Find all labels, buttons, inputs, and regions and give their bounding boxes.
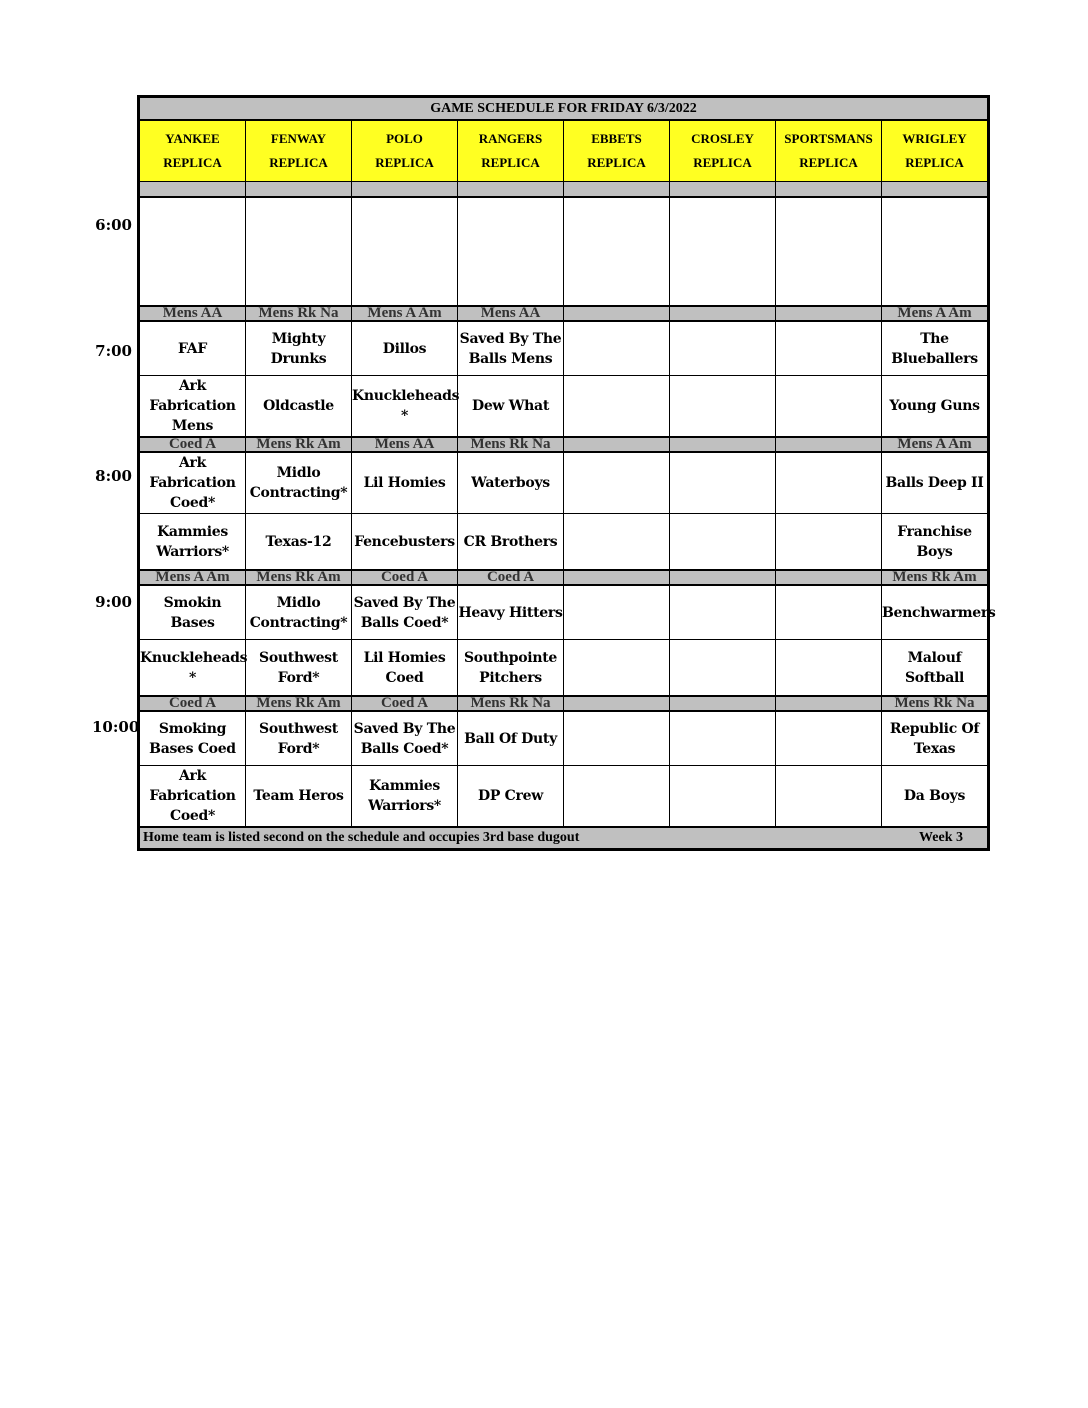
field-name: SPORTSMANS (784, 131, 873, 146)
header-divider (882, 182, 988, 198)
time-label: 6:00 (95, 216, 132, 234)
away-team-cell (776, 321, 882, 376)
field-header (882, 120, 988, 182)
time-label: 10:00 (92, 718, 140, 736)
empty-slot-cell (246, 197, 352, 306)
division-cell (776, 437, 882, 452)
empty-slot-cell (776, 197, 882, 306)
division-row (140, 437, 988, 452)
home-team-cell: Knuckleheads * (352, 376, 458, 438)
away-team-cell (776, 711, 882, 766)
division-cell: Mens Rk Na (458, 437, 564, 452)
home-team-cell (564, 514, 670, 571)
schedule-title: GAME SCHEDULE FOR FRIDAY 6/3/2022 (140, 98, 988, 121)
away-team-cell: Ark Fabrication Coed* (140, 452, 246, 514)
division-row (140, 306, 988, 321)
home-team-row (140, 376, 988, 438)
division-cell: Mens Rk Am (246, 696, 352, 711)
away-team-cell: Smokin Bases (140, 585, 246, 640)
division-cell (670, 570, 776, 585)
field-subtitle: REPLICA (693, 155, 752, 170)
away-team-cell: Midlo Contracting* (246, 585, 352, 640)
footer-cell (140, 827, 988, 849)
division-cell: Mens Rk Am (246, 570, 352, 585)
field-name: RANGERS (478, 131, 543, 146)
home-team-cell: DP Crew (458, 766, 564, 828)
home-team-cell (564, 766, 670, 828)
away-team-cell: Republic Of Texas (882, 711, 988, 766)
away-team-cell: Ball Of Duty (458, 711, 564, 766)
away-team-cell (564, 452, 670, 514)
header-divider (670, 182, 776, 198)
home-team-cell (670, 376, 776, 438)
division-row (140, 696, 988, 711)
home-team-cell: Ark Fabrication Coed* (140, 766, 246, 828)
field-name: FENWAY (270, 131, 327, 146)
field-header (140, 120, 246, 182)
away-team-row (140, 321, 988, 376)
away-team-row (140, 585, 988, 640)
division-cell (776, 696, 882, 711)
week-label: Week 3 (919, 830, 963, 845)
home-team-cell (776, 376, 882, 438)
field-header (458, 120, 564, 182)
header-divider (564, 182, 670, 198)
home-team-cell: Dew What (458, 376, 564, 438)
empty-slot-cell (140, 197, 246, 306)
header-divider (352, 182, 458, 198)
field-subtitle: REPLICA (587, 155, 646, 170)
field-header (564, 120, 670, 182)
field-header (670, 120, 776, 182)
home-team-cell (670, 640, 776, 697)
away-team-cell: FAF (140, 321, 246, 376)
division-row (140, 570, 988, 585)
division-cell: Mens Rk Am (882, 570, 988, 585)
empty-slot-cell (352, 197, 458, 306)
home-team-cell (670, 766, 776, 828)
division-cell: Coed A (352, 696, 458, 711)
division-cell (776, 306, 882, 321)
home-team-cell: Southwest Ford* (246, 640, 352, 697)
division-cell: Mens A Am (882, 437, 988, 452)
field-subtitle: REPLICA (799, 155, 858, 170)
field-subtitle: REPLICA (481, 155, 540, 170)
away-team-cell: Midlo Contracting* (246, 452, 352, 514)
field-subtitle: REPLICA (905, 155, 964, 170)
header-divider (246, 182, 352, 198)
home-team-cell: Lil Homies Coed (352, 640, 458, 697)
division-cell: Coed A (352, 570, 458, 585)
division-cell (564, 696, 670, 711)
division-cell: Mens A Am (352, 306, 458, 321)
away-team-cell (776, 585, 882, 640)
home-team-cell (776, 514, 882, 571)
home-team-row (140, 640, 988, 697)
division-cell (670, 437, 776, 452)
home-team-cell: Southpointe Pitchers (458, 640, 564, 697)
away-team-cell (670, 711, 776, 766)
away-team-cell: Waterboys (458, 452, 564, 514)
away-team-cell (564, 585, 670, 640)
home-team-cell: Malouf Softball (882, 640, 988, 697)
field-name: CROSLEY (691, 131, 754, 146)
division-cell: Mens AA (458, 306, 564, 321)
division-cell: Mens AA (140, 306, 246, 321)
field-name: POLO (386, 131, 423, 146)
home-team-cell: Ark Fabrication Mens (140, 376, 246, 438)
division-cell (564, 306, 670, 321)
home-team-cell: Young Guns (882, 376, 988, 438)
away-team-cell: Saved By The Balls Coed* (352, 711, 458, 766)
away-team-cell: Saved By The Balls Mens (458, 321, 564, 376)
division-cell (670, 306, 776, 321)
away-team-cell: Dillos (352, 321, 458, 376)
field-subtitle: REPLICA (163, 155, 222, 170)
away-team-cell: Lil Homies (352, 452, 458, 514)
division-cell: Mens Rk Na (458, 696, 564, 711)
away-team-cell (564, 711, 670, 766)
division-cell (776, 570, 882, 585)
home-team-row (140, 766, 988, 828)
home-team-cell: Team Heros (246, 766, 352, 828)
division-cell (670, 696, 776, 711)
field-name: WRIGLEY (902, 131, 967, 146)
away-team-cell: Balls Deep II (882, 452, 988, 514)
time-label: 9:00 (95, 593, 132, 611)
field-name: EBBETS (591, 131, 642, 146)
away-team-row (140, 711, 988, 766)
home-team-cell (564, 640, 670, 697)
empty-slot-cell (564, 197, 670, 306)
home-team-cell: Texas-12 (246, 514, 352, 571)
home-team-cell: CR Brothers (458, 514, 564, 571)
away-team-row (140, 452, 988, 514)
away-team-cell (670, 585, 776, 640)
time-label: 7:00 (95, 342, 132, 360)
division-cell: Mens Rk Na (882, 696, 988, 711)
home-team-cell (564, 376, 670, 438)
field-header (352, 120, 458, 182)
away-team-cell (564, 321, 670, 376)
division-cell: Coed A (140, 696, 246, 711)
home-team-cell (776, 640, 882, 697)
division-cell: Coed A (140, 437, 246, 452)
division-cell: Mens Rk Na (246, 306, 352, 321)
away-team-cell (776, 452, 882, 514)
away-team-cell: Mighty Drunks (246, 321, 352, 376)
away-team-cell: Saved By The Balls Coed* (352, 585, 458, 640)
division-cell (564, 570, 670, 585)
home-team-cell: Franchise Boys (882, 514, 988, 571)
header-divider (458, 182, 564, 198)
away-team-cell (670, 321, 776, 376)
empty-slot-cell (458, 197, 564, 306)
division-cell (564, 437, 670, 452)
home-team-cell: Knuckleheads * (140, 640, 246, 697)
home-team-cell (776, 766, 882, 828)
home-team-cell: Fencebusters (352, 514, 458, 571)
home-team-cell: Oldcastle (246, 376, 352, 438)
field-header (776, 120, 882, 182)
empty-slot-cell (670, 197, 776, 306)
division-cell: Mens A Am (882, 306, 988, 321)
home-team-cell (670, 514, 776, 571)
division-cell: Mens Rk Am (246, 437, 352, 452)
schedule-table (137, 95, 996, 851)
away-team-cell: Benchwarmers (882, 585, 988, 640)
division-cell: Mens A Am (140, 570, 246, 585)
away-team-cell: The Blueballers (882, 321, 988, 376)
header-divider (776, 182, 882, 198)
empty-slot-cell (882, 197, 988, 306)
field-subtitle: REPLICA (269, 155, 328, 170)
home-team-cell: Kammies Warriors* (352, 766, 458, 828)
field-name: YANKEE (165, 131, 220, 146)
header-divider (140, 182, 246, 198)
away-team-cell: Southwest Ford* (246, 711, 352, 766)
division-cell: Coed A (458, 570, 564, 585)
away-team-cell (670, 452, 776, 514)
away-team-cell: Heavy Hitters (458, 585, 564, 640)
time-label: 8:00 (95, 467, 132, 485)
field-subtitle: REPLICA (375, 155, 434, 170)
footer-note: Home team is listed second on the schedule and occupies 3rd base dugout (143, 830, 580, 845)
field-header (246, 120, 352, 182)
home-team-cell: Da Boys (882, 766, 988, 828)
home-team-cell: Kammies Warriors* (140, 514, 246, 571)
away-team-cell: Smoking Bases Coed (140, 711, 246, 766)
division-cell: Mens AA (352, 437, 458, 452)
home-team-row (140, 514, 988, 571)
